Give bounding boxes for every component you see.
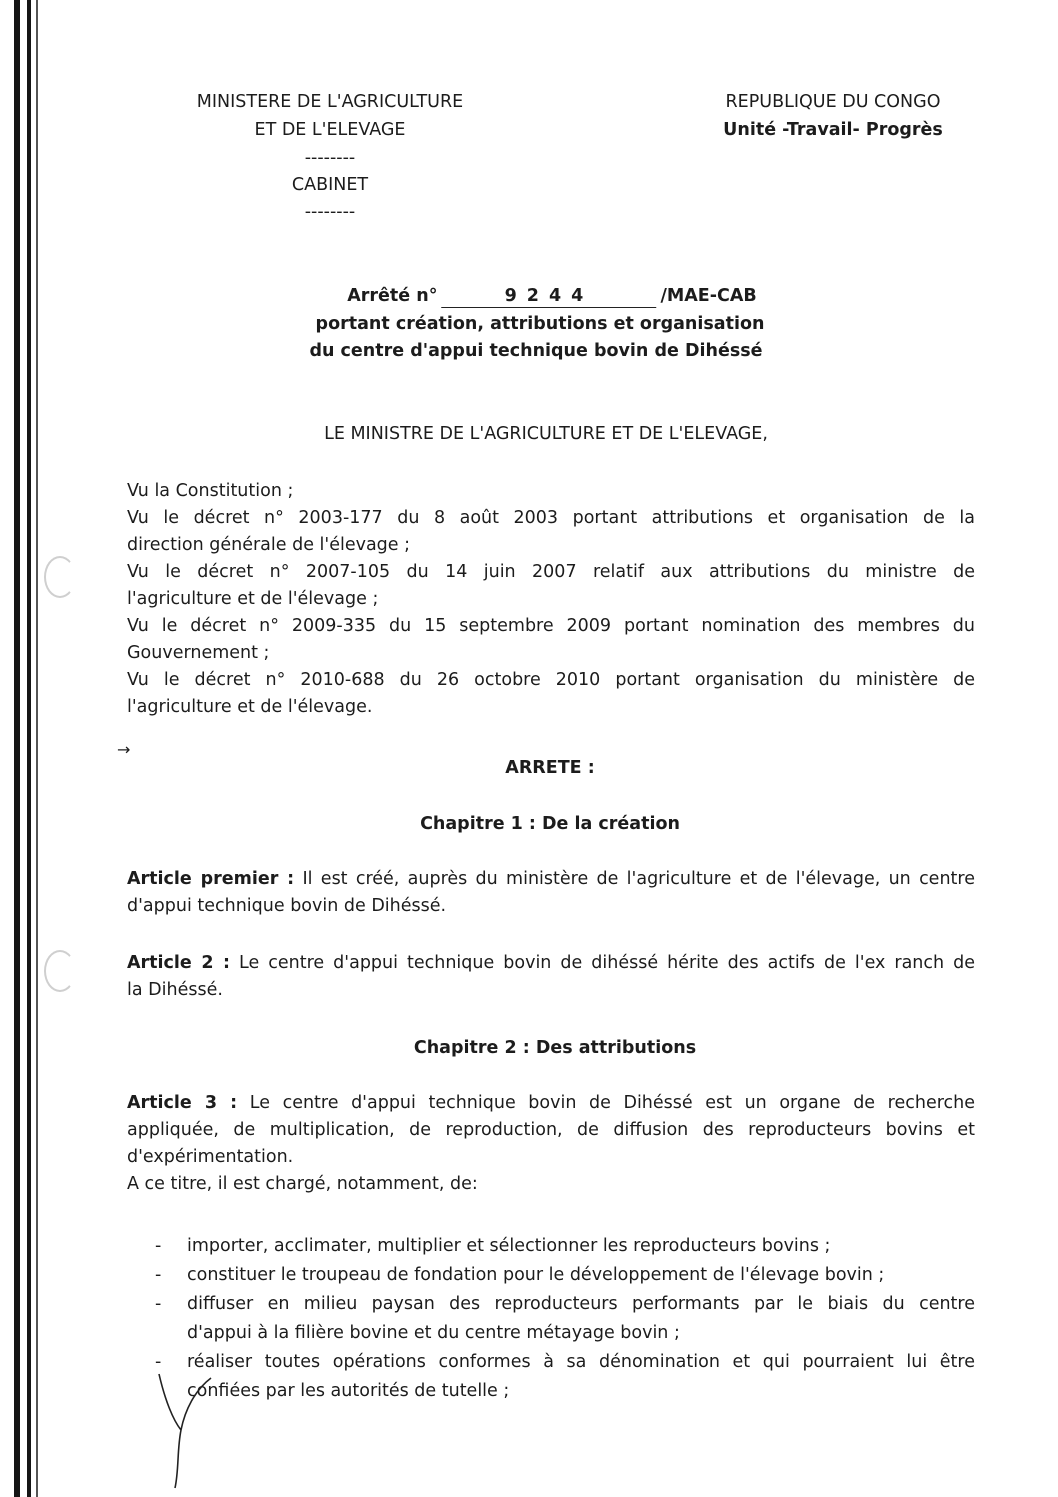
article-2 [127, 950, 975, 1004]
decree-subject-line1: portant création, attributions et organisation [315, 314, 765, 334]
chapter-1-heading: Chapitre 1 : De la création [420, 814, 680, 834]
list-item-text: constituer le troupeau de fondation pour le développement de l'élevage bovin ; [187, 1265, 885, 1285]
list-item-text: réaliser toutes opérations conformes à sa dénomination et qui pourraient lui être [187, 1352, 975, 1372]
consideration-line: l'agriculture et de l'élevage. [127, 697, 373, 717]
list-item-text: confiées par les autorités de tutelle ; [187, 1381, 510, 1401]
arrete-heading: ARRETE : [505, 758, 595, 778]
article-2-label: Article 2 : [127, 953, 231, 973]
article-1-label: Article premier : [127, 869, 295, 889]
decree-number-line [347, 286, 757, 308]
decree-prefix: Arrêté n° [347, 286, 438, 306]
article-3-text: appliquée, de multiplication, de reproduction, de diffusion des reproducteurs bovins et [127, 1120, 975, 1140]
article-2-text: la Dihéssé. [127, 980, 223, 1000]
article-3-intro: A ce titre, il est chargé, notamment, de: [127, 1174, 478, 1194]
header-separator: -------- [304, 202, 356, 222]
punch-hole-mark [44, 950, 76, 992]
decree-subject-line2: du centre d'appui technique bovin de Dihéssé [309, 341, 763, 361]
bullet-dash: - [155, 1236, 162, 1256]
chapter-2-heading: Chapitre 2 : Des attributions [413, 1038, 697, 1058]
ministry-name-line1: MINISTERE DE L'AGRICULTURE [196, 92, 464, 112]
binding-edge [36, 0, 38, 1497]
consideration-line: Vu la Constitution ; [127, 481, 294, 501]
consideration-line: Gouvernement ; [127, 643, 270, 663]
decree-suffix: /MAE-CAB [660, 286, 757, 306]
task-list [155, 1232, 975, 1406]
bullet-dash: - [155, 1294, 162, 1314]
consideration-line: l'agriculture et de l'élevage ; [127, 589, 379, 609]
article-3-label: Article 3 : [127, 1093, 238, 1113]
list-item [155, 1348, 975, 1406]
ministry-name-line2: ET DE L'ELEVAGE [254, 120, 406, 140]
consideration-line: Vu le décret n° 2003-177 du 8 août 2003 portant attributions et organisation de la [127, 508, 975, 528]
article-1 [127, 866, 975, 920]
cabinet-label: CABINET [291, 175, 369, 195]
list-item [155, 1290, 975, 1348]
article-1-text: Il est créé, auprès du ministère de l'agriculture et de l'élevage, un centre [302, 869, 975, 889]
article-3 [127, 1090, 975, 1198]
country-motto: Unité -Travail- Progrès [723, 120, 943, 140]
margin-arrow-mark: → [117, 740, 131, 759]
country-name: REPUBLIQUE DU CONGO [725, 92, 941, 112]
header-separator: -------- [304, 148, 356, 168]
article-3-text: Le centre d'appui technique bovin de Dihéssé est un organe de recherche [249, 1093, 975, 1113]
consideration-line: Vu le décret n° 2007-105 du 14 juin 2007 relatif aux attributions du ministre de [127, 562, 975, 582]
bullet-dash: - [155, 1265, 162, 1285]
binding-edge [14, 0, 20, 1497]
consideration-line: direction générale de l'élevage ; [127, 535, 411, 555]
list-item [155, 1261, 975, 1290]
list-item-text: d'appui à la filière bovine et du centre métayage bovin ; [187, 1323, 680, 1343]
article-2-text: Le centre d'appui technique bovin de dihéssé hérite des actifs de l'ex ranch de [239, 953, 975, 973]
article-1-text: d'appui technique bovin de Dihéssé. [127, 896, 447, 916]
considerations-block [127, 478, 975, 721]
bullet-dash: - [155, 1352, 162, 1372]
consideration-line: Vu le décret n° 2009-335 du 15 septembre 2009 portant nomination des membres du [127, 616, 975, 636]
handwritten-initial [155, 1370, 215, 1490]
binding-edge [27, 0, 31, 1497]
article-3-text: d'expérimentation. [127, 1147, 294, 1167]
decree-number: 9244 [441, 286, 656, 308]
list-item [155, 1232, 975, 1261]
punch-hole-mark [44, 556, 76, 598]
list-item-text: diffuser en milieu paysan des reproducteurs performants par le biais du centre [187, 1294, 975, 1314]
list-item-text: importer, acclimater, multiplier et sélectionner les reproducteurs bovins ; [187, 1236, 831, 1256]
consideration-line: Vu le décret n° 2010-688 du 26 octobre 2010 portant organisation du ministère de [127, 670, 975, 690]
minister-title: LE MINISTRE DE L'AGRICULTURE ET DE L'ELEVAGE, [324, 424, 768, 444]
